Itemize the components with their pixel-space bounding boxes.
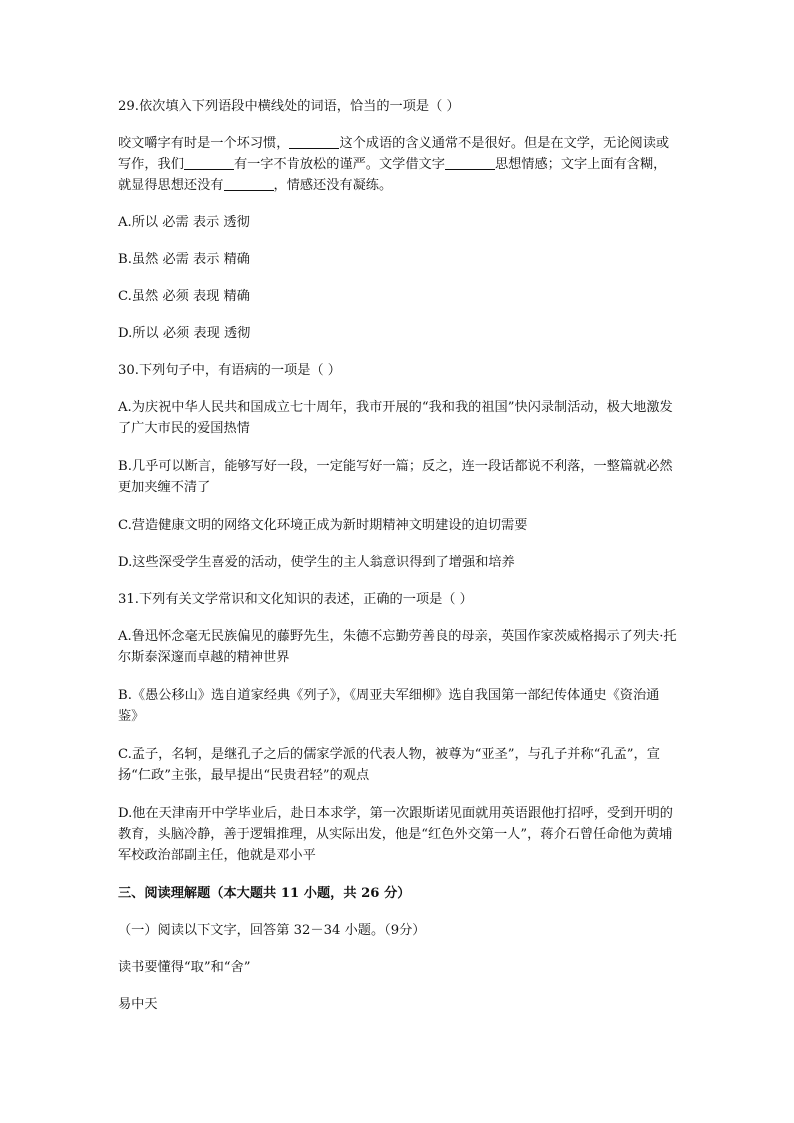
question-31-option-c: C.孟子，名轲，是继孔子之后的儒家学派的代表人物，被尊为“亚圣”，与孔子并称“孔孟”，宣扬“仁政”主张，最早提出“民贵君轻”的观点 [118,747,660,783]
article-author: 易中天 [118,997,158,1012]
question-29-option-b: B.虽然 必需 表示 精确 [118,252,250,267]
document-page [118,96,678,1031]
blank-1 [289,134,339,149]
question-31-option-a: A.鲁迅怀念毫无民族偏见的藤野先生，朱德不忘勤劳善良的母亲，英国作家茨威格揭示了列夫·托尔斯泰深邃而卓越的精神世界 [118,629,677,665]
question-31-stem: 31.下列有关文学常识和文化知识的表述，正确的一项是（ ） [118,592,473,607]
question-29-option-d: D.所以 必须 表现 透彻 [118,326,251,341]
question-29-passage [118,133,678,196]
passage-text: 这个成语的含义通常不是很好。但是在文学，无论阅读或写作，我们 [118,136,670,172]
question-30-option-b: B.几乎可以断言，能够写好一段，一定能写好一篇；反之，连一段话都说不利落，一整篇就必然更加夹缠不清了 [118,459,673,495]
article-title: 读书要懂得“取”和“舍” [118,960,251,975]
question-31-option-b: B.《愚公移山》选自道家经典《列子》，《周亚夫军细柳》选自我国第一部纪传体通史《资治通鉴》 [118,688,660,724]
question-30-option-d: D.这些深受学生喜爱的活动，使学生的主人翁意识得到了增强和培养 [118,555,515,570]
passage-text: 咬文嚼字有时是一个坏习惯， [118,136,290,151]
blank-2 [184,155,234,170]
question-31-option-d: D.他在天津南开中学毕业后，赴日本求学，第一次跟斯诺见面就用英语跟他打招呼，受到开明的教育，头脑冷静，善于逻辑推理，从实际出发，他是“红色外交第一人”，蒋介石曾任命他为黄埔军校政治部副主任，他就是邓小平 [118,806,673,863]
blank-4 [224,176,274,191]
section-heading: 三、阅读理解题（本大题共 11 小题，共 26 分） [118,886,411,901]
question-30-option-c: C.营造健康文明的网络文化环境正成为新时期精神文明建设的迫切需要 [118,518,528,533]
passage-text: 有一字不肯放松的谨严。文学借文字 [233,157,445,172]
question-30-stem: 30.下列句子中，有语病的一项是（ ） [118,363,341,378]
question-29-stem: 29.依次填入下列语段中横线处的词语，恰当的一项是（ ） [118,99,460,114]
passage-text: ，情感还没有凝练。 [273,178,393,193]
question-29-option-a: A.所以 必需 表示 透彻 [118,215,250,230]
reading-part-instruction: （一）阅读以下文字，回答第 32－34 小题。（9分） [118,923,426,938]
question-29-option-c: C.虽然 必须 表现 精确 [118,289,250,304]
blank-3 [445,155,495,170]
passage-text: 思想情感；文字上面有含糊，就显得思想还没有 [118,157,667,193]
question-30-option-a: A.为庆祝中华人民共和国成立七十周年，我市开展的“我和我的祖国”快闪录制活动，极大地激发了广大市民的爱国热情 [118,400,673,436]
